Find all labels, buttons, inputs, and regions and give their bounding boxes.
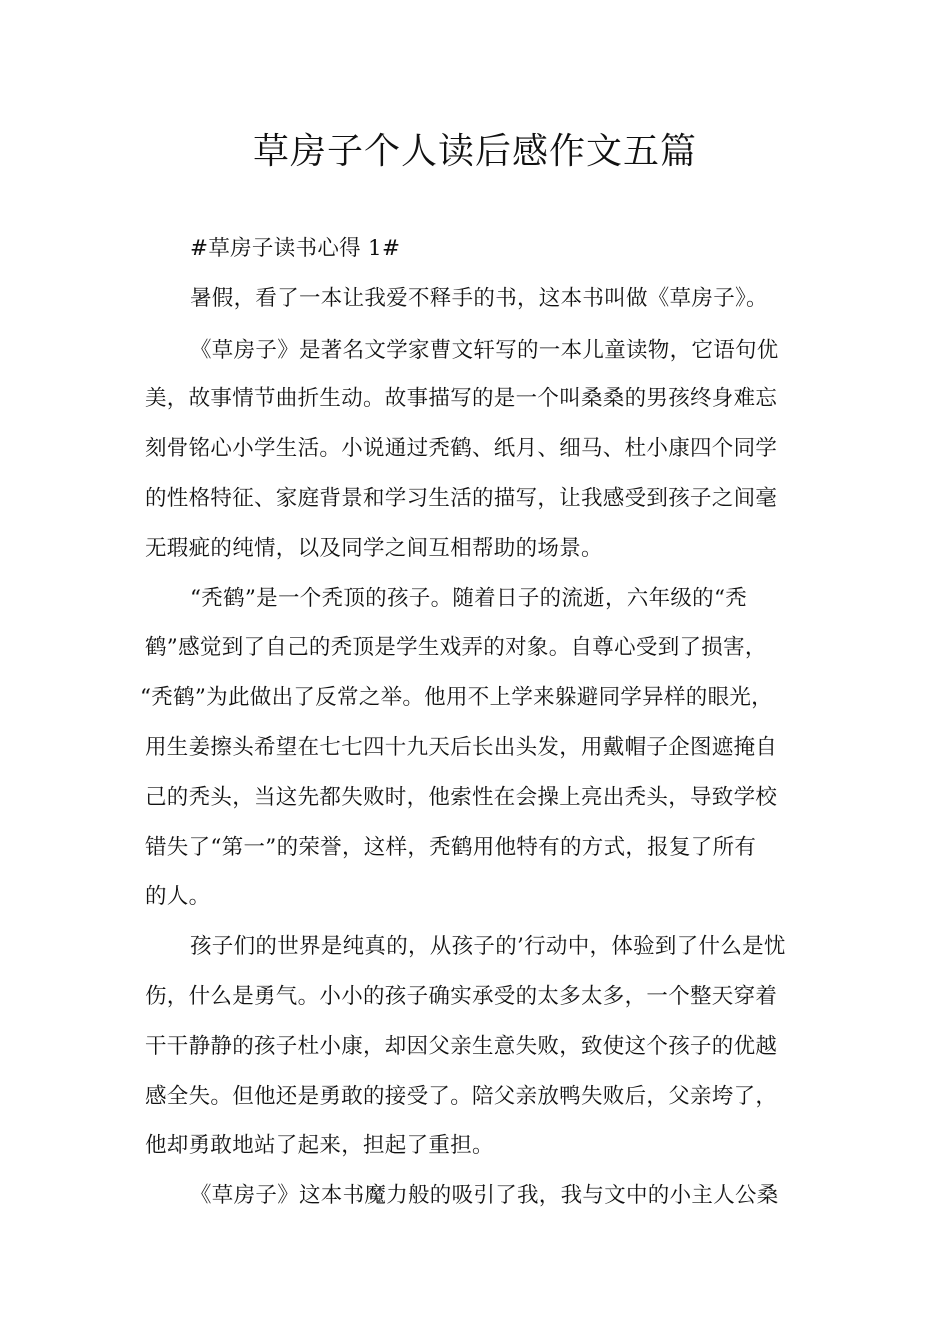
- paragraph-line: 美，故事情节曲折生动。故事描写的是一个叫桑桑的男孩终身难忘: [145, 386, 778, 411]
- paragraph-line: 干干静静的孩子杜小康，却因父亲生意失败，致使这个孩子的优越: [145, 1034, 778, 1059]
- paragraph-line: 感全失。但他还是勇敢的接受了。陪父亲放鸭失败后，父亲垮了，: [145, 1084, 778, 1109]
- paragraph-line: 鹤”感觉到了自己的秃顶是学生戏弄的对象。自尊心受到了损害，: [145, 635, 767, 660]
- paragraph-line: 他却勇敢地站了起来，担起了重担。: [145, 1133, 494, 1158]
- paragraph-line: 用生姜擦头希望在七七四十九天后长出头发，用戴帽子企图遮掩自: [145, 735, 778, 760]
- paragraph-line: 的人。: [145, 884, 211, 909]
- paragraph-line: “秃鹤”是一个秃顶的孩子。随着日子的流逝，六年级的“秃: [190, 586, 748, 611]
- section-heading: #草房子读书心得 1#: [190, 236, 401, 261]
- paragraph-line: 刻骨铭心小学生活。小说通过秃鹤、纸月、细马、杜小康四个同学: [145, 436, 778, 461]
- paragraph-line: 暑假，看了一本让我爱不释手的书，这本书叫做《草房子》。: [190, 286, 768, 311]
- paragraph-line: 己的秃头，当这先都失败时，他索性在会操上亮出秃头，导致学校: [145, 785, 778, 810]
- paragraph-line: 的性格特征、家庭背景和学习生活的描写，让我感受到孩子之间毫: [145, 486, 778, 511]
- paragraph-line: 无瑕疵的纯情，以及同学之间互相帮助的场景。: [145, 536, 603, 561]
- paragraph-line: 伤，什么是勇气。小小的孩子确实承受的太多太多，一个整天穿着: [145, 984, 778, 1009]
- paragraph-line: 《草房子》这本书魔力般的吸引了我，我与文中的小主人公桑: [190, 1183, 779, 1208]
- paragraph-line: 《草房子》是著名文学家曹文轩写的一本儿童读物，它语句优: [190, 338, 779, 363]
- paragraph-line: 孩子们的世界是纯真的，从孩子的’行动中，体验到了什么是忧: [190, 934, 786, 959]
- paragraph-line: “秃鹤”为此做出了反常之举。他用不上学来躲避同学异样的眼光，: [140, 685, 773, 710]
- page-title: 草房子个人读后感作文五篇: [252, 131, 697, 172]
- paragraph-line: 错失了“第一”的荣誉，这样，秃鹤用他特有的方式，报复了所有: [145, 835, 757, 860]
